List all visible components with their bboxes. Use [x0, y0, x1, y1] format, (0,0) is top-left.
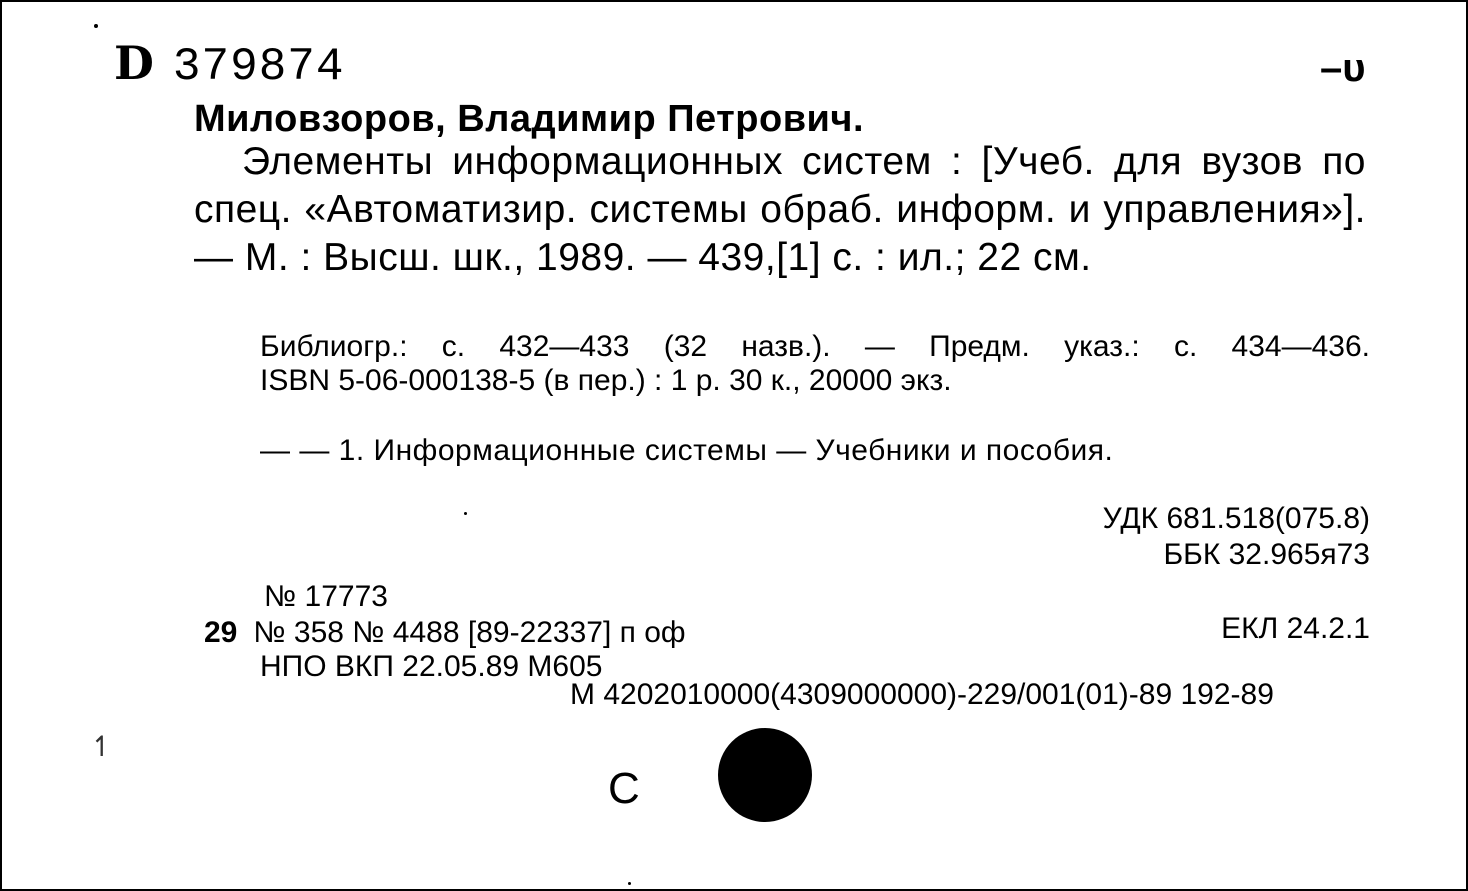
corner-mark: –υ: [1320, 46, 1366, 90]
subject-tracing: — — 1. Информационные системы — Учебники и пособия.: [260, 434, 1114, 467]
call-number-value: 379874: [172, 41, 345, 93]
accession-number: № 17773: [264, 580, 388, 613]
author-heading: Миловзоров, Владимир Петрович.: [194, 98, 865, 140]
notes-block: [260, 330, 1370, 398]
order-line: [204, 616, 686, 650]
order-line-prefix: 29: [204, 616, 238, 649]
bibliography-note: Библиогр.: с. 432—433 (32 назв.). — Предм. указ.: с. 434—436.: [260, 330, 1370, 363]
speck-mark: [628, 882, 631, 885]
ekl-code: ЕКЛ 24.2.1: [1221, 612, 1370, 645]
order-line-text: № 358 № 4488 [89-22337] п оф: [253, 616, 686, 649]
publisher-line: НПО ВКП 22.05.89 М605: [260, 650, 603, 683]
call-number: [114, 36, 345, 93]
pencil-mark: ↿: [90, 731, 114, 762]
copyright-letter: С: [608, 764, 640, 813]
udk-code: УДК 681.518(075.8): [1102, 502, 1370, 535]
bbk-code: ББК 32.965я73: [1163, 538, 1370, 571]
speck-mark: [94, 24, 98, 28]
filled-circle-mark: [718, 728, 812, 822]
m-code-line: М 4202010000(4309000000)-229/001(01)-89 192-89: [570, 678, 1274, 711]
call-number-prefix: D: [114, 36, 155, 90]
speck-mark: [464, 512, 467, 515]
isbn-note: ISBN 5-06-000138-5 (в пер.) : 1 р. 30 к., 20000 экз.: [260, 364, 952, 397]
title-description: Элементы информационных систем : [Учеб. для вузов по спец. «Автоматизир. системы обраб. информ. и управления»]. — М. : Высш. шк., 1989. — 439,[1] с. : ил.; 22 см.: [194, 140, 1366, 279]
